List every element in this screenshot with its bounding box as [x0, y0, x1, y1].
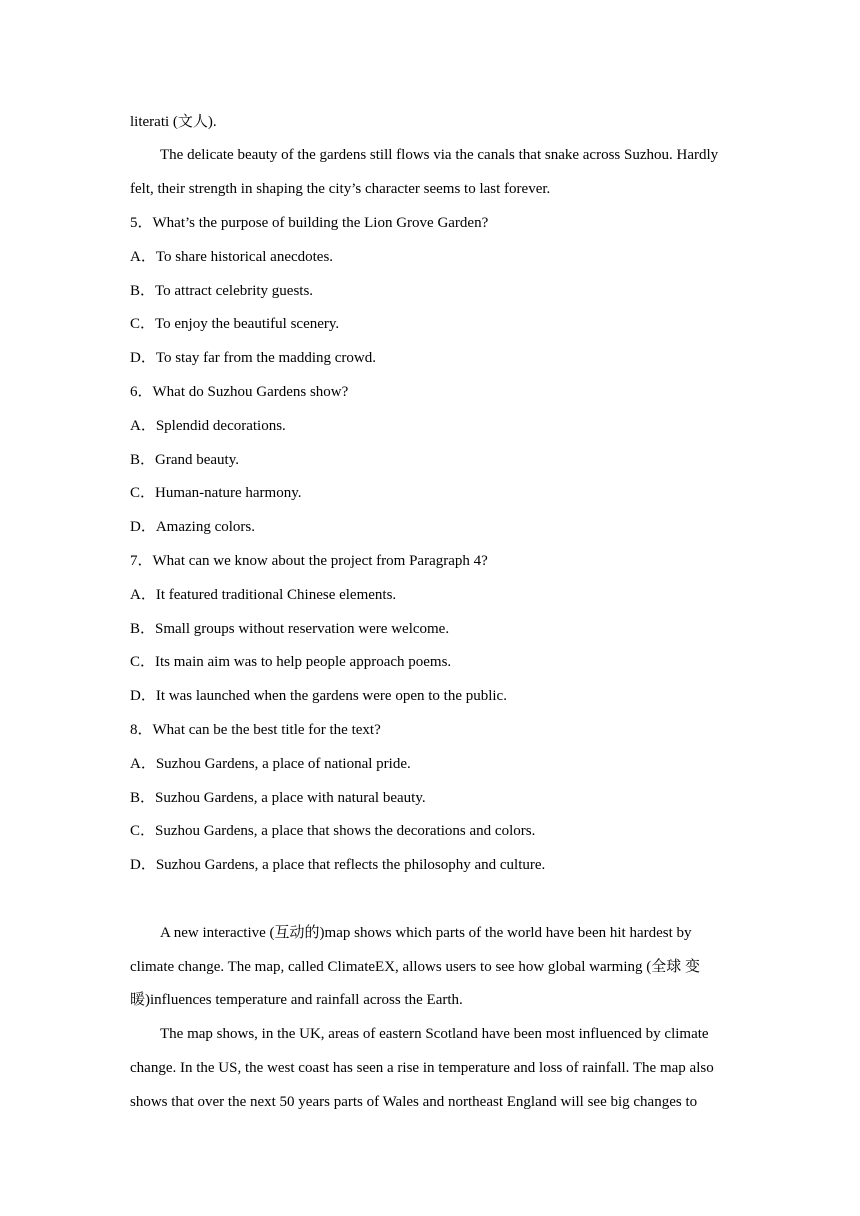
- question-5-option-b: B．To attract celebrity guests.: [130, 283, 314, 299]
- question-8-option-d: D．Suzhou Gardens, a place that reflects the philosophy and culture.: [130, 857, 546, 873]
- passage-paragraph-line: A new interactive (互动的)map shows which parts of the world have been hit hardest by: [160, 925, 692, 941]
- question-6-option-d: D．Amazing colors.: [130, 519, 255, 535]
- passage-paragraph-line: change. In the US, the west coast has seen a rise in temperature and loss of rainfall. The map also: [130, 1060, 714, 1076]
- passage-paragraph-line: 暖)influences temperature and rainfall across the Earth.: [130, 992, 463, 1008]
- question-7-stem: 7．What can we know about the project from Paragraph 4?: [130, 553, 488, 569]
- question-8-stem: 8．What can be the best title for the text?: [130, 722, 381, 738]
- question-6-option-b: B．Grand beauty.: [130, 452, 239, 468]
- passage-paragraph-line: The delicate beauty of the gardens still flows via the canals that snake across Suzhou. Hardly: [160, 147, 719, 163]
- question-7-option-c: C．Its main aim was to help people approach poems.: [130, 654, 452, 670]
- question-5-option-d: D．To stay far from the madding crowd.: [130, 350, 376, 366]
- question-7-option-a: A．It featured traditional Chinese elements.: [130, 587, 397, 603]
- question-7-option-b: B．Small groups without reservation were welcome.: [130, 621, 450, 637]
- question-5-option-a: A．To share historical anecdotes.: [130, 249, 334, 265]
- question-5-stem: 5．What’s the purpose of building the Lion Grove Garden?: [130, 215, 489, 231]
- question-8-option-b: B．Suzhou Gardens, a place with natural beauty.: [130, 790, 426, 806]
- question-6-stem: 6．What do Suzhou Gardens show?: [130, 384, 349, 400]
- passage-paragraph-line: felt, their strength in shaping the city’s character seems to last forever.: [130, 181, 551, 197]
- passage-paragraph-line: The map shows, in the UK, areas of eastern Scotland have been most influenced by climate: [160, 1026, 709, 1042]
- question-8-option-a: A．Suzhou Gardens, a place of national pride.: [130, 756, 411, 772]
- passage-text-line: literati (文人).: [130, 114, 217, 130]
- question-6-option-c: C．Human-nature harmony.: [130, 485, 302, 501]
- question-8-option-c: C．Suzhou Gardens, a place that shows the decorations and colors.: [130, 823, 536, 839]
- passage-paragraph-line: shows that over the next 50 years parts of Wales and northeast England will see big changes to: [130, 1094, 698, 1110]
- question-7-option-d: D．It was launched when the gardens were open to the public.: [130, 688, 507, 704]
- question-5-option-c: C．To enjoy the beautiful scenery.: [130, 316, 340, 332]
- passage-paragraph-line: climate change. The map, called ClimateEX, allows users to see how global warming (全球 变: [130, 959, 700, 975]
- question-6-option-a: A．Splendid decorations.: [130, 418, 286, 434]
